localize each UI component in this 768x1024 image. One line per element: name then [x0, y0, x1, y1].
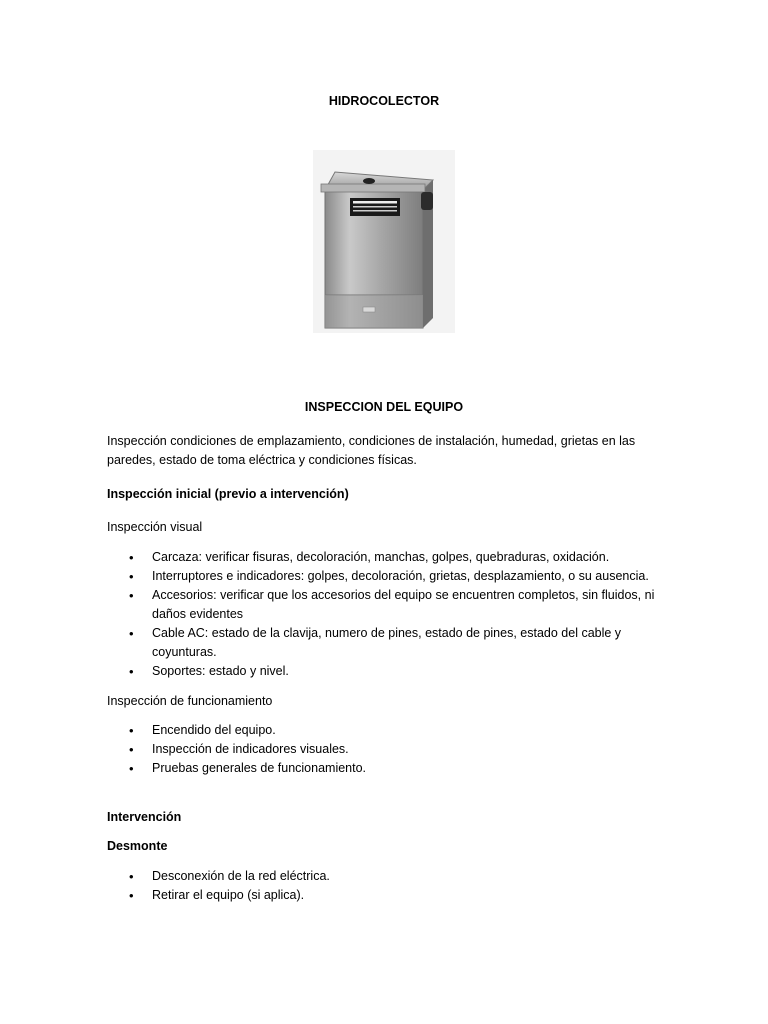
list-item: • Interruptores e indicadores: golpes, decoloración, grietas, desplazamiento, o su ausencia.: [107, 567, 667, 586]
dismount-heading: Desmonte: [107, 839, 168, 853]
list-item: • Desconexión de la red eléctrica.: [107, 867, 667, 886]
dismount-list: [107, 867, 667, 905]
intervention-heading: Intervención: [107, 810, 182, 824]
list-item: • Encendido del equipo.: [107, 721, 667, 740]
section-title: INSPECCION DEL EQUIPO: [304, 400, 464, 414]
list-item: • Pruebas generales de funcionamiento.: [107, 759, 667, 778]
initial-inspection-heading: Inspección inicial (previo a intervención): [107, 487, 349, 501]
function-inspection-heading: Inspección de funcionamiento: [107, 694, 273, 708]
list-item: • Carcaza: verificar fisuras, decoloración, manchas, golpes, quebraduras, oxidación.: [107, 548, 667, 567]
hydrocollator-heater-image: [313, 150, 455, 333]
function-inspection-list: [107, 721, 667, 778]
list-item: • Retirar el equipo (si aplica).: [107, 886, 667, 905]
document-title: HIDROCOLECTOR: [328, 94, 440, 108]
list-item: • Inspección de indicadores visuales.: [107, 740, 667, 759]
list-item: • Cable AC: estado de la clavija, numero de pines, estado de pines, estado del cable y coyunturas.: [107, 624, 667, 662]
list-item: • Accesorios: verificar que los accesorios del equipo se encuentren completos, sin fluidos, ni daños evidentes: [107, 586, 667, 624]
hydrocollator-heater-illustration: [313, 150, 455, 333]
intro-paragraph: Inspección condiciones de emplazamiento, condiciones de instalación, humedad, grietas en las paredes, estado de toma eléctrica y condiciones físicas.: [107, 434, 636, 467]
visual-inspection-heading: Inspección visual: [107, 520, 203, 534]
visual-inspection-list: [107, 548, 667, 681]
list-item: • Soportes: estado y nivel.: [107, 662, 667, 681]
